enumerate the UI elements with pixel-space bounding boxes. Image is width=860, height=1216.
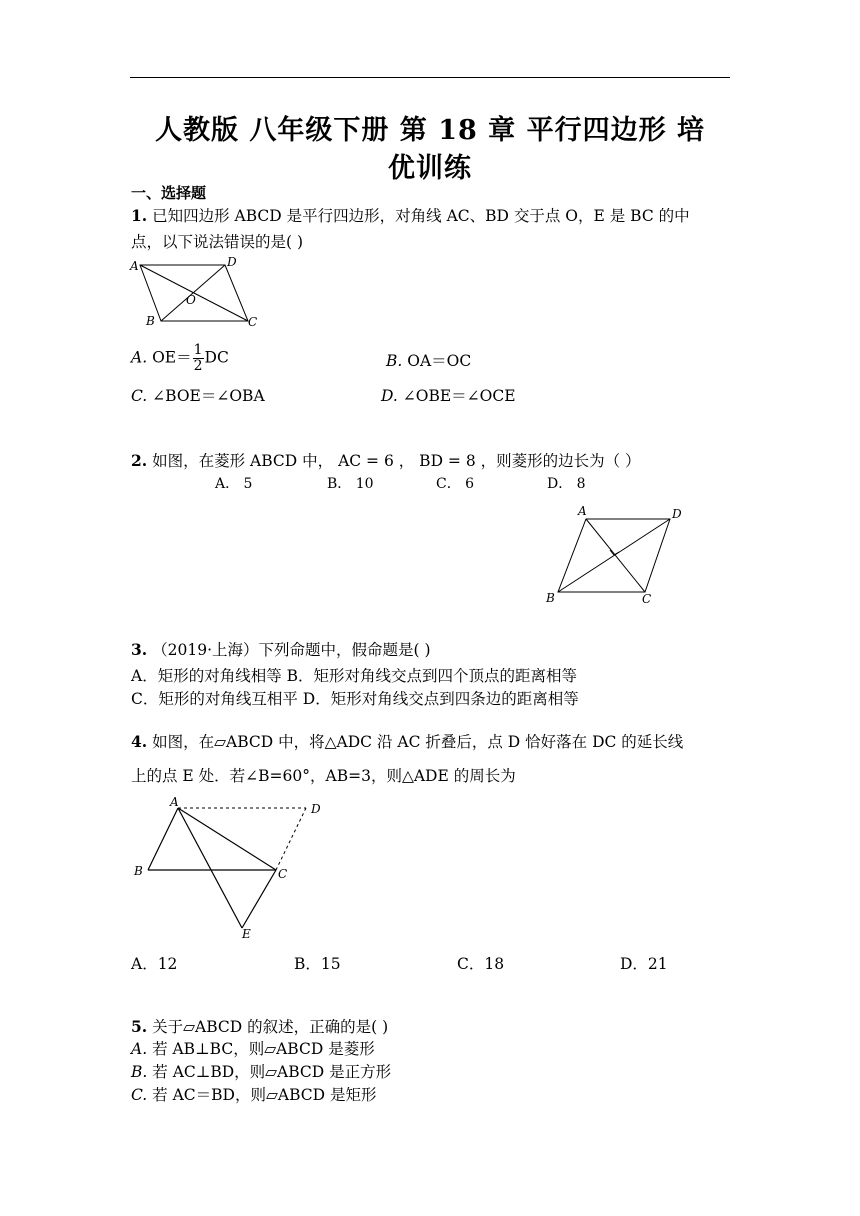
section-heading: 一、选择题 xyxy=(131,184,207,202)
q5-number: 5. xyxy=(131,1017,148,1036)
q1-option-c-text: ∠BOE＝∠OBA xyxy=(152,387,265,405)
q1-option-a-pre: OE＝ xyxy=(152,348,192,367)
q5-option-b xyxy=(131,1060,391,1082)
q4-figure xyxy=(128,794,338,942)
q3-number: 3. xyxy=(131,640,148,659)
q1-text-line1: 已知四边形 ABCD 是平行四边形，对角线 AC、BD 交于点 O，E 是 BC 的中 xyxy=(152,207,690,225)
q1-option-d xyxy=(381,384,516,406)
q1-label-c: C xyxy=(248,315,258,329)
q5-option-b-letter: B. xyxy=(131,1063,148,1081)
q3-options-line2: C．矩形的对角线互相平 D．矩形对角线交点到四条边的距离相等 xyxy=(131,690,579,708)
q1-label-b: B xyxy=(146,314,155,328)
q1-text-line2: 点，以下说法错误的是( ) xyxy=(131,233,304,251)
q4-segment-ac xyxy=(178,808,276,870)
q4-option-d: D．21 xyxy=(620,955,668,973)
q1-label-a: A xyxy=(130,259,139,273)
q1-option-a-post: DC xyxy=(204,348,229,367)
q5-text: 关于▱ABCD 的叙述，正确的是( ) xyxy=(152,1018,389,1036)
q4-number: 4. xyxy=(131,732,148,751)
q4-label-d: D xyxy=(311,802,321,816)
q3-text: （2019·上海）下列命题中，假命题是( ) xyxy=(152,641,431,659)
q5-option-a xyxy=(131,1037,375,1059)
q4-segment-ae xyxy=(178,808,242,928)
q2-option-a: A． 5 xyxy=(215,476,253,492)
q1-option-a xyxy=(131,343,229,374)
doc-title-line2: 优训练 xyxy=(388,153,472,184)
q4-label-e: E xyxy=(242,927,251,941)
q2-label-b: B xyxy=(546,591,555,605)
q5-option-c xyxy=(131,1083,376,1105)
q4-option-c: C．18 xyxy=(457,955,505,973)
q2-label-c: C xyxy=(642,592,652,606)
q1-option-d-text: ∠OBE＝∠OCE xyxy=(402,387,516,405)
q2-label-d: D xyxy=(672,507,682,521)
q4-label-a: A xyxy=(170,795,179,809)
q4-option-a: A．12 xyxy=(131,955,178,973)
q2-option-c: C． 6 xyxy=(436,476,475,492)
q1-option-a-letter: A. xyxy=(131,348,148,367)
q2-diagonal-ac xyxy=(586,519,645,592)
q1-option-a-fraction xyxy=(193,343,204,374)
header-rule xyxy=(130,77,730,78)
q2-option-b: B． 10 xyxy=(327,476,374,492)
q1-label-o: O xyxy=(186,293,196,307)
q1-option-c xyxy=(131,384,265,406)
q5-option-c-letter: C. xyxy=(131,1086,148,1104)
q1-option-b-text: OA＝OC xyxy=(407,352,472,370)
q3-options-line1: A．矩形的对角线相等 B．矩形对角线交点到四个顶点的距离相等 xyxy=(131,667,578,685)
q2-text: 如图，在菱形 ABCD 中， AC = 6 ， BD = 8 ，则菱形的边长为（ ） xyxy=(152,452,641,470)
q5-option-a-text: 若 AB⊥BC，则▱ABCD 是菱形 xyxy=(152,1040,375,1058)
q4-line1 xyxy=(131,730,683,752)
q1-frac-num: 1 xyxy=(193,342,203,358)
q4-option-b: B．15 xyxy=(294,955,341,973)
doc-title-line1: 人教版 八年级下册 第 18 章 平行四边形 培 xyxy=(155,115,705,146)
q1-frac-den: 2 xyxy=(193,358,203,374)
q1-option-b xyxy=(386,349,471,371)
q1-option-b-letter: B. xyxy=(386,352,403,370)
q5-option-b-text: 若 AC⊥BD，则▱ABCD 是正方形 xyxy=(152,1063,392,1081)
q1-option-d-letter: D. xyxy=(381,387,398,405)
q2-figure xyxy=(540,503,700,611)
q5-option-a-letter: A. xyxy=(131,1040,148,1058)
q2-option-d: D． 8 xyxy=(547,476,586,492)
q3-stem xyxy=(131,638,431,660)
q1-option-c-letter: C. xyxy=(131,387,148,405)
q5-stem xyxy=(131,1015,388,1037)
q4-text-line1: 如图，在▱ABCD 中，将△ADC 沿 AC 折叠后，点 D 恰好落在 DC 的延长线 xyxy=(152,733,684,751)
q4-segment-ce xyxy=(242,870,276,928)
q2-number: 2. xyxy=(131,451,148,470)
q4-segment-ab xyxy=(148,808,178,870)
q4-label-c: C xyxy=(278,867,288,881)
q2-stem xyxy=(131,449,641,471)
q4-dashed-dc xyxy=(276,808,306,870)
q2-label-a: A xyxy=(578,504,587,518)
q4-text-line2: 上的点 E 处．若∠B=60°，AB=3，则△ADE 的周长为 xyxy=(131,767,516,785)
q1-number: 1. xyxy=(131,206,148,225)
q5-option-c-text: 若 AC＝BD，则▱ABCD 是矩形 xyxy=(152,1086,377,1104)
q1-label-d: D xyxy=(227,255,237,269)
q1-figure xyxy=(128,254,268,330)
q1-line1 xyxy=(131,204,690,226)
q4-label-b: B xyxy=(134,864,143,878)
